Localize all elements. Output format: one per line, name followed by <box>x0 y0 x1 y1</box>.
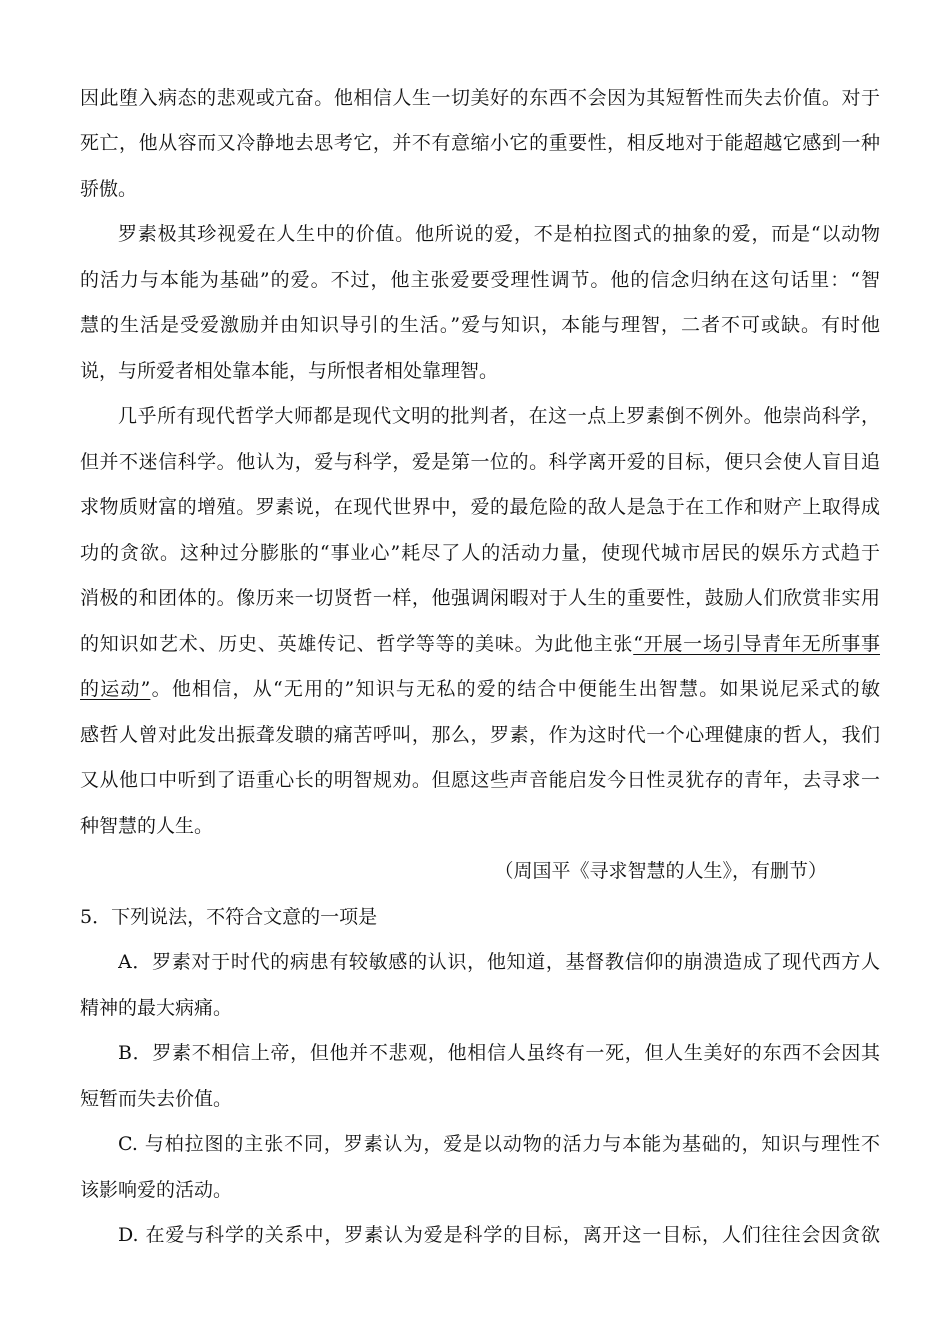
p3-line-1: 几乎所有现代哲学大师都是现代文明的批判者，在这一点上罗素倒不例外。他崇尚科学， <box>118 405 880 427</box>
p3-line-2: 但并不迷信科学。他认为，爱与科学，爱是第一位的。科学离开爱的目标，便只会使人盲目追 <box>80 451 880 473</box>
option-a-line-1: A．罗素对于时代的病患有较敏感的认识，他知道，基督教信仰的崩溃造成了现代西方人 <box>118 951 880 973</box>
p3-line-7-text: 。他相信，从“无用的”知识与无私的爱的结合中便能生出智慧。如果说尼采式的敏 <box>150 678 880 700</box>
p3-line-10: 种智慧的人生。 <box>80 815 214 837</box>
p2-line-3: 慧的生活是受爱激励并由知识导引的生活。”爱与知识，本能与理智，二者不可或缺。有时他 <box>80 314 880 336</box>
option-b-line-2: 短暂而失去价值。 <box>80 1088 233 1110</box>
p3-line-4: 功的贪欲。这种过分膨胀的“事业心”耗尽了人的活动力量，使现代城市居民的娱乐方式趋于 <box>80 542 880 564</box>
p3-line-8: 感哲人曾对此发出振聋发聩的痛苦呼叫，那么，罗素，作为这时代一个心理健康的哲人，我们 <box>80 724 880 746</box>
p3-line-9: 又从他口中听到了语重心长的明智规劝。但愿这些声音能启发今日性灵犹存的青年，去寻求一 <box>80 769 880 791</box>
p1-line-1: 因此堕入病态的悲观或亢奋。他相信人生一切美好的东西不会因为其短暂性而失去价值。对于 <box>80 87 880 109</box>
option-d-line-1: D. 在爱与科学的关系中，罗素认为爱是科学的目标，离开这一目标，人们往往会因贪欲 <box>118 1224 880 1246</box>
underlined-quote-part-1: “开展一场引导青年无所事事 <box>633 633 880 655</box>
p3-line-6 <box>80 629 880 659</box>
p1-line-2: 死亡，他从容而又冷静地去思考它，并不有意缩小它的重要性，相反地对于能超越它感到一种 <box>80 132 880 154</box>
p3-line-6-text: 的知识如艺术、历史、英雄传记、哲学等等的美味。为此他主张 <box>80 633 634 655</box>
question-stem: 5．下列说法，不符合文意的一项是 <box>80 906 378 928</box>
option-c-line-2: 该影响爱的活动。 <box>80 1179 233 1201</box>
p2-line-1: 罗素极其珍视爱在人生中的价值。他所说的爱，不是柏拉图式的抽象的爱，而是“以动物 <box>118 223 880 245</box>
option-a-line-2: 精神的最大病痛。 <box>80 997 233 1019</box>
p3-line-7 <box>80 674 880 704</box>
option-b-line-1: B．罗素不相信上帝，但他并不悲观，他相信人虽终有一死，但人生美好的东西不会因其 <box>118 1042 880 1064</box>
option-c-line-1: C. 与柏拉图的主张不同，罗素认为，爱是以动物的活力与本能为基础的，知识与理性不 <box>118 1133 880 1155</box>
p3-line-5: 消极的和团体的。像历来一切贤哲一样，他强调闲暇对于人生的重要性，鼓励人们欣赏非实用 <box>80 587 880 609</box>
p2-line-2: 的活力与本能为基础”的爱。不过，他主张爱要受理性调节。他的信念归纳在这句话里：“智 <box>80 269 880 291</box>
p2-line-4: 说，与所爱者相处靠本能，与所恨者相处靠理智。 <box>80 360 499 382</box>
underlined-quote-part-2: 的运动” <box>80 678 151 700</box>
source-attribution: （周国平《寻求智慧的人生》，有删节） <box>494 860 827 882</box>
p3-line-3: 求物质财富的增殖。罗素说，在现代世界中，爱的最危险的敌人是急于在工作和财产上取得成 <box>80 496 880 518</box>
p1-line-3: 骄傲。 <box>80 178 138 200</box>
